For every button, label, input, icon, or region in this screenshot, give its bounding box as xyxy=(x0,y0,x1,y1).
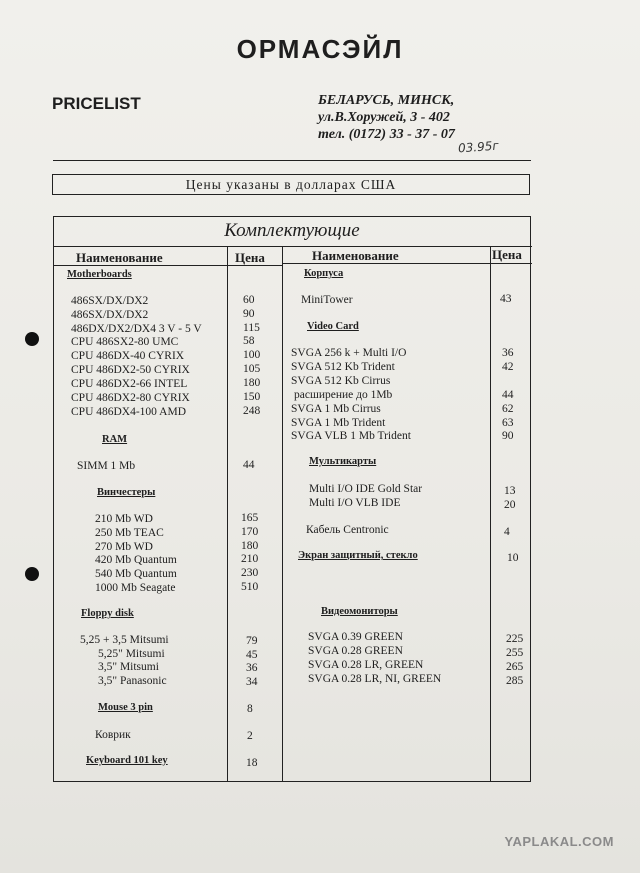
item-price: 170 xyxy=(241,526,259,538)
list-item: SIMM 1 Mb xyxy=(77,460,136,472)
item-price: 180 xyxy=(241,540,259,552)
item-price: 36 xyxy=(246,662,258,674)
item-price: 100 xyxy=(243,349,261,361)
item-price: 210 xyxy=(241,553,259,565)
item-price: 150 xyxy=(243,391,261,403)
list-item: SVGA 0.39 GREEN xyxy=(308,631,403,643)
item-price: 4 xyxy=(504,526,510,538)
price-table xyxy=(53,216,531,782)
list-item: SVGA 1 Mb Cirrus xyxy=(291,403,381,415)
item-price: 115 xyxy=(243,322,260,334)
list-item: 250 Mb TEAC xyxy=(95,527,164,539)
section-cases: Корпуса xyxy=(304,268,344,279)
list-item: Multi I/O IDE Gold Star xyxy=(309,483,423,495)
list-item: 420 Mb Quantum xyxy=(95,554,177,566)
list-item: SVGA 0.28 GREEN xyxy=(308,645,403,657)
list-item: 5,25" Mitsumi xyxy=(98,648,165,660)
punch-hole-top xyxy=(25,332,39,346)
col-name-left: Наименование xyxy=(76,250,163,265)
item-price: 90 xyxy=(243,308,255,320)
item-price: 42 xyxy=(502,361,514,373)
list-item: Кабель Centronic xyxy=(306,524,389,536)
item-price: 265 xyxy=(506,661,524,673)
list-item: Multi I/O VLB IDE xyxy=(309,497,401,509)
left-price-divider xyxy=(227,246,228,782)
list-item: SVGA 512 Kb Trident xyxy=(291,361,395,373)
list-item: SVGA 0.28 LR, GREEN xyxy=(308,659,424,671)
punch-hole-bottom xyxy=(25,567,39,581)
item-price: 248 xyxy=(243,405,261,417)
col-price-right: Цена xyxy=(492,247,522,262)
list-item: 486SX/DX/DX2 xyxy=(71,295,149,307)
item-price: 62 xyxy=(502,403,514,415)
phone-line: тел. (0172) 33 - 37 - 07 xyxy=(318,127,455,142)
item-price: 10 xyxy=(507,552,519,564)
section-mouse: Mouse 3 pin xyxy=(98,702,153,713)
list-item: 486SX/DX/DX2 xyxy=(71,309,149,321)
right-price-divider xyxy=(490,246,491,782)
list-item: CPU 486DX4-100 AMD xyxy=(71,406,187,418)
list-item: MiniTower xyxy=(301,294,353,306)
currency-note: Цены указаны в долларах США xyxy=(52,174,530,195)
table-title: Комплектующие xyxy=(224,220,360,241)
item-price: 510 xyxy=(241,581,259,593)
list-item: 5,25 + 3,5 Mitsumi xyxy=(80,634,169,646)
section-video-card: Video Card xyxy=(307,321,359,332)
item-price: 285 xyxy=(506,675,524,687)
item-price: 18 xyxy=(246,757,258,769)
company-name: ОРМАСЭЙЛ xyxy=(236,34,404,64)
list-item: 270 Mb WD xyxy=(95,541,153,553)
col-name-right: Наименование xyxy=(312,248,399,263)
list-item: SVGA 1 Mb Trident xyxy=(291,417,386,429)
item-price: 225 xyxy=(506,633,524,645)
section-keyboard: Keyboard 101 key xyxy=(86,755,168,766)
list-item: 210 Mb WD xyxy=(95,513,153,525)
address-line1: БЕЛАРУСЬ, МИНСК, xyxy=(318,93,455,108)
section-floppy: Floppy disk xyxy=(81,608,134,619)
item-price: 255 xyxy=(506,647,524,659)
list-item: CPU 486DX2-66 INTEL xyxy=(71,378,188,390)
list-item: SVGA 512 Kb Cirrus xyxy=(291,375,391,387)
list-item: Коврик xyxy=(95,729,131,741)
list-item: CPU 486DX2-80 CYRIX xyxy=(71,392,190,404)
list-item: 1000 Mb Seagate xyxy=(95,582,176,594)
section-screen-filter: Экран защитный, стекло xyxy=(298,550,418,561)
item-price: 36 xyxy=(502,347,514,359)
item-price: 105 xyxy=(243,363,261,375)
section-hdd: Винчестеры xyxy=(97,487,156,498)
item-price: 63 xyxy=(502,417,514,429)
col-price-left: Цена xyxy=(235,250,265,265)
list-item: 3,5" Panasonic xyxy=(98,675,167,687)
list-item: 3,5" Mitsumi xyxy=(98,661,159,673)
list-item: 486DX/DX2/DX4 3 V - 5 V xyxy=(71,323,202,335)
list-item: SVGA 256 k + Multi I/O xyxy=(291,347,407,359)
section-ram: RAM xyxy=(102,434,128,445)
item-price: 90 xyxy=(502,430,514,442)
section-monitors: Видеомониторы xyxy=(321,606,398,617)
header-rule xyxy=(53,160,531,161)
item-price: 44 xyxy=(243,459,255,471)
title-divider xyxy=(54,246,532,247)
item-price: 230 xyxy=(241,567,259,579)
list-item: расширение до 1Mb xyxy=(294,389,393,401)
handwritten-date: 03.95г xyxy=(457,138,500,156)
item-price: 58 xyxy=(243,335,255,347)
item-price: 2 xyxy=(247,730,253,742)
column-divider xyxy=(282,246,283,782)
item-price: 165 xyxy=(241,512,259,524)
list-item: SVGA VLB 1 Mb Trident xyxy=(291,430,411,442)
section-multicards: Мультикарты xyxy=(309,456,377,467)
list-item: SVGA 0.28 LR, NI, GREEN xyxy=(308,673,442,685)
address-line2: ул.В.Хоружей, 3 - 402 xyxy=(318,110,450,125)
item-price: 45 xyxy=(246,649,258,661)
item-price: 20 xyxy=(504,499,516,511)
list-item: 540 Mb Quantum xyxy=(95,568,177,580)
item-price: 60 xyxy=(243,294,255,306)
watermark: YAPLAKAL.COM xyxy=(504,834,614,849)
item-price: 34 xyxy=(246,676,258,688)
item-price: 13 xyxy=(504,485,516,497)
section-motherboards: Motherboards xyxy=(67,269,132,280)
item-price: 44 xyxy=(502,389,514,401)
pricelist-label: PRICELIST xyxy=(52,94,141,113)
list-item: CPU 486DX-40 CYRIX xyxy=(71,350,185,362)
item-price: 180 xyxy=(243,377,261,389)
item-price: 79 xyxy=(246,635,258,647)
list-item: CPU 486DX2-50 CYRIX xyxy=(71,364,190,376)
item-price: 8 xyxy=(247,703,253,715)
list-item: CPU 486SX2-80 UMC xyxy=(71,336,179,348)
item-price: 43 xyxy=(500,293,512,305)
